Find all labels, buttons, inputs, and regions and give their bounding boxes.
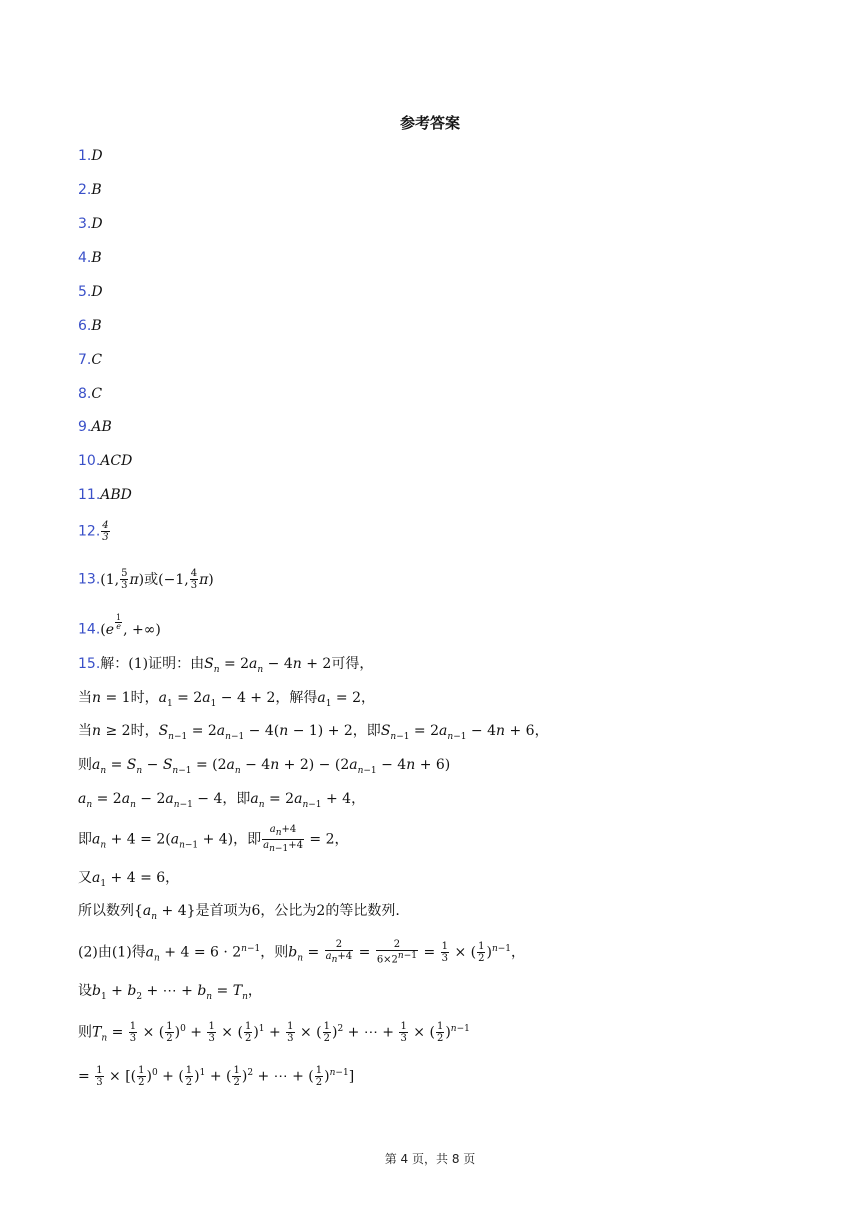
solution-line: $a_n = 2a_n - 2a_{n-1} - 4$，即$a_n = 2a_{n-1} + 4$， (78, 791, 366, 810)
solution-line: 当n ≥ 2时，$S_{n-1} = 2a_{n-1} - 4(n - 1) + 2$，即$S_{n-1} = 2a_{n-1} - 4n + 6$， (78, 723, 549, 742)
answer-item (78, 351, 102, 369)
answer-value: C (91, 386, 103, 402)
answer-value: AB (91, 419, 112, 435)
solution-line: 设$b_1 + b_2$ + ⋯ + $b_n = T_n$， (78, 983, 262, 1002)
answer-value: B (91, 182, 102, 198)
answer-number: 11. (78, 487, 101, 503)
page-footer: 第 4 页，共 8 页 (384, 1152, 476, 1166)
answer-number: 1. (78, 148, 92, 164)
answer-item (78, 181, 102, 199)
answer-value: ABD (100, 487, 132, 503)
answer-number: 7. (78, 352, 92, 368)
answer-item (78, 418, 112, 436)
solution-line: 当n = 1时，$a_1 = 2a_1 - 4 + 2$，解得$a_1 = 2$， (78, 690, 376, 709)
solution-line: = $\frac{1}{3}$ × [( $\frac{1}{2}$ )$^0$ + ( $\frac{1}{2}$ )$^1$ + ( $\frac{1}{2}$ )$^2$ + ⋯ + ( $\frac{1}{2}$ )$^{n-1}$] (78, 1065, 355, 1089)
solution-line: 所以数列$\{a_n + 4\}$是首项为6，公比为2的等比数列. (78, 903, 400, 922)
answer-value: (1, $\frac{5}{3}$ π)或(−1, $\frac{4}{3}$ π) (100, 568, 214, 591)
answer-number: 4. (78, 250, 92, 266)
page-title: 参考答案 (399, 114, 460, 132)
answer-number: 2. (78, 182, 92, 198)
answer-value: D (91, 284, 103, 300)
answer-number: 5. (78, 284, 92, 300)
solution-line: (2)由(1)得$a_n + 4 = 6 \cdot 2^{n-1}$，则$b_n$ = $\frac{2}{a_n+4}$ = $\frac{2}{6\times 2^{n-1}}$ = $\frac{1}{3}$ × ( $\frac{1}{2}$ )$^{n-1}$， (78, 939, 526, 966)
answer-value: B (91, 250, 102, 266)
answer-value: B (91, 318, 102, 334)
answer-item (78, 317, 102, 335)
answer-number: 10. (78, 453, 101, 469)
solution-line: 则$a_n = S_n - S_{n-1} = (2a_n - 4n + 2) - (2a_{n-1} - 4n + 6)$ (78, 757, 451, 776)
solution-line: 15.解：(1)证明：由$S_n = 2a_n - 4n + 2$可得， (78, 656, 374, 675)
solution-line: 则$T_n$ = $\frac{1}{3}$ × ( $\frac{1}{2}$ )$^0$ + $\frac{1}{3}$ × ( $\frac{1}{2}$ )$^1$ + $\frac{1}{3}$ × ( $\frac{1}{2}$ )$^2$ + ⋯ + $\frac{1}{3}$ × ( $\frac{1}{2}$ )$^{n-1}$ (78, 1021, 470, 1045)
answer-number: 12. (78, 523, 101, 540)
solution-line: 又$a_1 + 4 = 6$， (78, 870, 180, 889)
solution-line: 即$a_n + 4 = 2(a_{n-1} + 4)$，即 $\frac{a_n+4}{a_{n-1}+4}$ = 2， (78, 824, 349, 854)
answer-item (78, 215, 103, 233)
answer-item (78, 612, 161, 639)
answer-value: C (91, 352, 103, 368)
answer-item (78, 486, 132, 504)
answer-value: D (91, 148, 103, 164)
answer-item (78, 520, 111, 543)
answer-number: 9. (78, 419, 92, 435)
answer-value: D (91, 216, 103, 232)
answer-number: 14. (78, 621, 101, 638)
answer-number: 8. (78, 386, 92, 402)
answer-item (78, 283, 103, 301)
answer-number: 15. (78, 656, 101, 672)
answer-number: 13. (78, 571, 101, 588)
answer-number: 3. (78, 216, 92, 232)
answer-item (78, 385, 102, 403)
answer-value-fraction: $\frac{4}{3}$ (102, 520, 109, 543)
answer-number: 6. (78, 318, 92, 334)
answer-value: ACD (100, 453, 133, 469)
answer-item (78, 147, 103, 165)
answer-item (78, 249, 102, 267)
answer-item (78, 568, 214, 591)
answer-value: (e $^{\frac{1}{e}}$ , +∞) (100, 612, 161, 638)
answer-item (78, 452, 132, 470)
